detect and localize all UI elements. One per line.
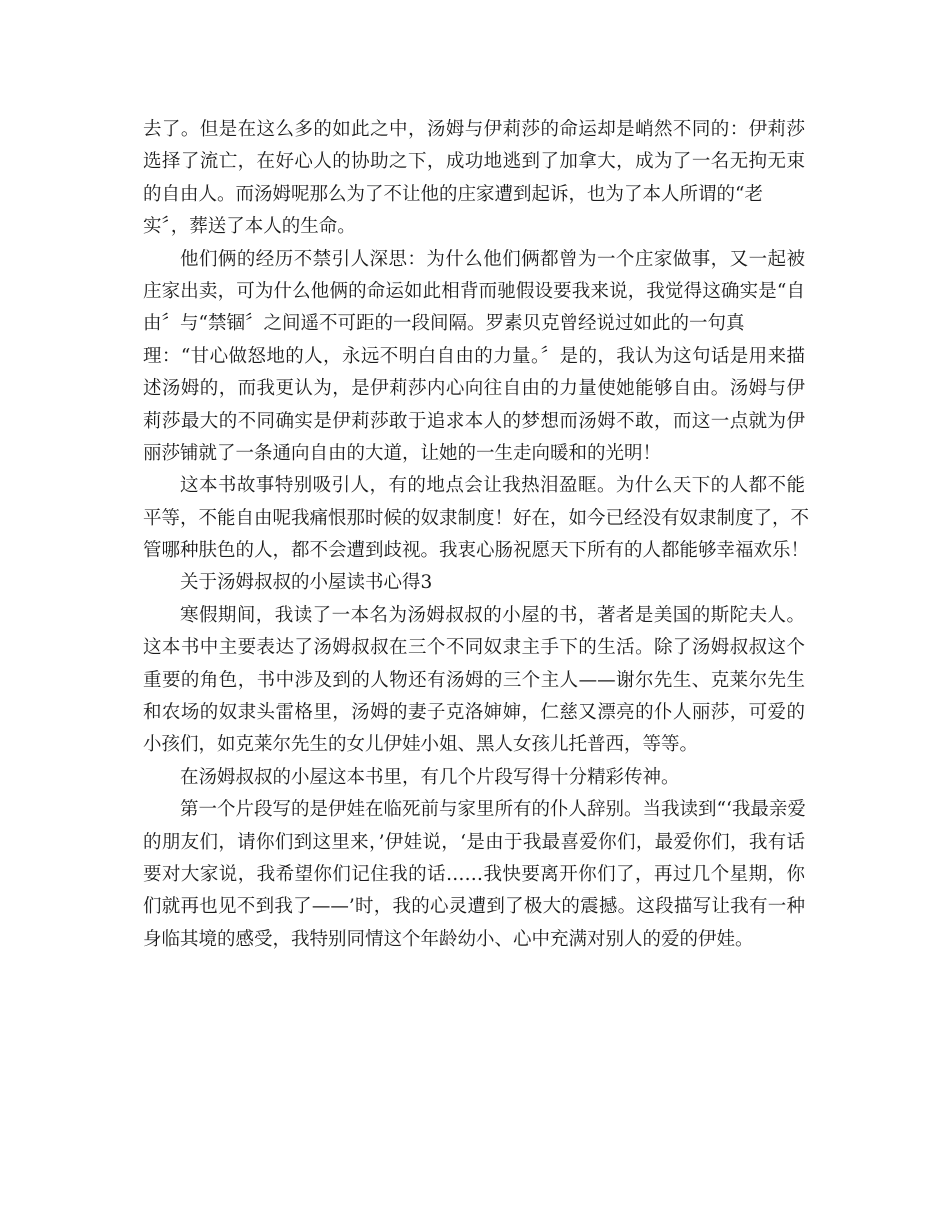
text-line: 身临其境的感受，我特别同情这个年龄幼小、心中充满对别人的爱的伊娃。 <box>143 928 754 950</box>
text-line: 这本书中主要表达了汤姆叔叔在三个不同奴隶主手下的生活。除了汤姆叔叔这个 <box>143 637 805 659</box>
text-line: 莉莎最大的不同确实是伊莉莎敢于追求本人的梦想而汤姆不敢，而这一点就为伊 <box>143 410 805 432</box>
text-line: 平等，不能自由呢我痛恨那时候的奴隶制度！好在，如今已经没有奴隶制度了，不 <box>143 507 810 529</box>
text-line: 重要的角色，书中涉及到的人物还有汤姆的三个主人——谢尔先生、克莱尔先生 <box>143 669 805 691</box>
text-line: 去了。但是在这么多的如此之中，汤姆与伊莉莎的命运却是峭然不同的：伊莉莎 <box>143 119 805 140</box>
text-line: 寒假期间，我读了一本名为汤姆叔叔的小屋的书，著者是美国的斯陀夫人。 <box>180 604 805 626</box>
text-line: 理：“甘心做怒地的人，永远不明白自由的力量。〞是的，我认为这句话是用来描 <box>143 345 805 367</box>
text-line: 小孩们，如克莱尔先生的女儿伊娃小姐、黑人女孩儿托普西，等等。 <box>143 734 699 756</box>
text-line: 们就再也见不到我了——’时，我的心灵遭到了极大的震撼。这段描写让我有一种 <box>143 896 805 918</box>
text-line: 在汤姆叔叔的小屋这本书里，有几个片段写得十分精彩传神。 <box>180 766 680 788</box>
text-line: 的朋友们，请你们到这里来，’伊娃说，‘是由于我最喜爱你们，最爱你们，我有话 <box>143 831 805 853</box>
text-line: 实〞，葬送了本人的生命。 <box>143 216 356 238</box>
text-line: 由〞与“禁锢〞之间遥不可距的一段间隔。罗素贝克曾经说过如此的一句真 <box>143 313 745 335</box>
text-line: 述汤姆的，而我更认为，是伊莉莎内心向往自由的力量使她能够自由。汤姆与伊 <box>143 378 805 400</box>
text-line: 的自由人。而汤姆呢那么为了不让他的庄家遭到起诉，也为了本人所谓的“老 <box>143 183 763 205</box>
text-line: 第一个片段写的是伊娃在临死前与家里所有的仆人辞别。当我读到“‘我最亲爱 <box>180 799 806 821</box>
text-line: 他们俩的经历不禁引人深思：为什么他们俩都曾为一个庄家做事，又一起被 <box>180 248 805 270</box>
text-line: 选择了流亡，在好心人的协助之下，成功地逃到了加拿大，成为了一名无拘无束 <box>143 151 805 173</box>
text-line: 管哪种肤色的人，都不会遭到歧视。我衷心肠祝愿天下所有的人都能够幸福欢乐！ <box>143 540 810 562</box>
document-body <box>143 114 810 956</box>
text-line: 关于汤姆叔叔的小屋读书心得3 <box>180 572 433 594</box>
text-line: 和农场的奴隶头雷格里，汤姆的妻子克洛婶婶，仁慈又漂亮的仆人丽莎，可爱的 <box>143 702 805 724</box>
text-line: 庄家出卖，可为什么他俩的命运如此相背而驰假设要我来说，我觉得这确实是“自 <box>143 280 805 302</box>
text-line: 这本书故事特别吸引人，有的地点会让我热泪盈眶。为什么天下的人都不能 <box>180 475 805 497</box>
text-line: 丽莎铺就了一条通向自由的大道，让她的一生走向暖和的光明！ <box>143 442 662 464</box>
text-line: 要对大家说，我希望你们记住我的话……我快要离开你们了，再过几个星期，你 <box>143 863 805 885</box>
